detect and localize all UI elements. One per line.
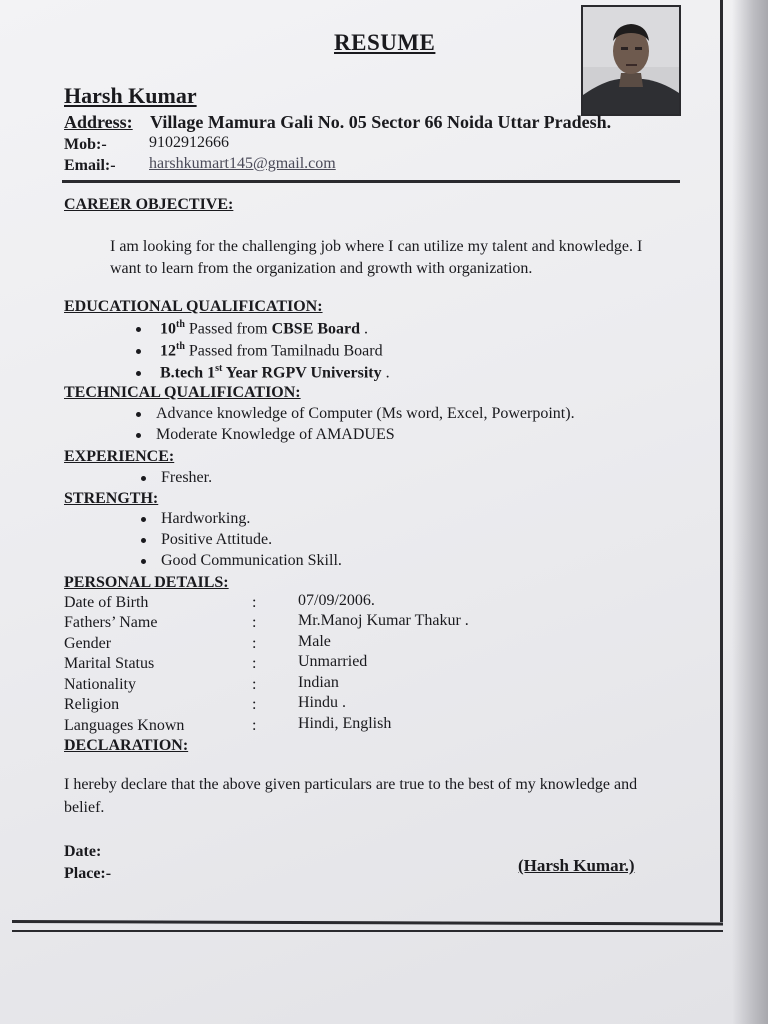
list-item: B.tech 1st Year RGPV University . xyxy=(136,363,390,382)
detail-label: Religion xyxy=(64,696,120,713)
profile-photo xyxy=(581,5,681,116)
declaration-line-2: belief. xyxy=(64,799,105,816)
detail-value: Indian xyxy=(298,674,339,691)
declaration-line-1: I hereby declare that the above given particulars are true to the best of my knowledge and xyxy=(64,776,638,793)
page-shadow xyxy=(732,0,768,1024)
detail-value: 07/09/2006. xyxy=(298,592,375,609)
list-item: Moderate Knowledge of AMADUES xyxy=(136,426,395,444)
detail-value: Hindu . xyxy=(298,694,346,711)
career-objective-line-1: I am looking for the challenging job where I can utilize my talent and knowledge. I xyxy=(110,238,643,255)
detail-separator: : xyxy=(252,655,257,672)
detail-separator: : xyxy=(252,635,257,652)
detail-label: Date of Birth xyxy=(64,594,149,611)
detail-label: Languages Known xyxy=(64,717,185,734)
career-objective-line-2: want to learn from the organization and growth with organization. xyxy=(110,260,533,277)
detail-label: Marital Status xyxy=(64,655,155,672)
mobile-label: Mob:- xyxy=(64,136,107,153)
detail-separator: : xyxy=(252,614,257,631)
mobile-value: 9102912666 xyxy=(149,134,229,151)
detail-separator: : xyxy=(252,696,257,713)
technical-heading: TECHNICAL QUALIFICATION: xyxy=(64,384,301,401)
place-label: Place:- xyxy=(64,865,112,882)
address-value: Village Mamura Gali No. 05 Sector 66 Noida Uttar Pradesh. xyxy=(150,112,612,132)
detail-separator: : xyxy=(252,676,257,693)
detail-label: Nationality xyxy=(64,676,136,693)
detail-value: Male xyxy=(298,633,331,650)
detail-value: Hindi, English xyxy=(298,715,392,732)
list-item: Hardworking. xyxy=(141,510,250,528)
email-label: Email:- xyxy=(64,157,116,174)
candidate-name: Harsh Kumar xyxy=(64,83,197,108)
date-label: Date: xyxy=(64,843,102,860)
signature-name: (Harsh Kumar.) xyxy=(518,856,635,875)
declaration-heading: DECLARATION: xyxy=(64,737,189,754)
detail-label: Gender xyxy=(64,635,112,652)
list-item: Advance knowledge of Computer (Ms word, Excel, Powerpoint). xyxy=(136,405,575,423)
list-item: Positive Attitude. xyxy=(141,531,272,549)
address-label: Address: xyxy=(64,112,133,132)
header-divider xyxy=(62,180,680,183)
career-objective-heading: CAREER OBJECTIVE: xyxy=(64,196,234,213)
education-heading: EDUCATIONAL QUALIFICATION: xyxy=(64,298,323,315)
strength-heading: STRENGTH: xyxy=(64,490,159,507)
detail-separator: : xyxy=(252,594,257,611)
page-border-bottom-outer xyxy=(12,930,723,932)
list-item: Fresher. xyxy=(141,469,212,487)
detail-label: Fathers’ Name xyxy=(64,614,158,631)
page-border-right xyxy=(720,0,723,922)
person-photo-icon xyxy=(583,7,679,114)
detail-separator: : xyxy=(252,717,257,734)
resume-title: RESUME xyxy=(334,30,436,55)
experience-heading: EXPERIENCE: xyxy=(64,448,175,465)
detail-value: Mr.Manoj Kumar Thakur . xyxy=(298,612,469,629)
personal-details-heading: PERSONAL DETAILS: xyxy=(64,574,229,591)
list-item: 12th Passed from Tamilnadu Board xyxy=(136,341,383,360)
detail-value: Unmarried xyxy=(298,653,368,670)
list-item: Good Communication Skill. xyxy=(141,552,342,570)
list-item: 10th Passed from CBSE Board . xyxy=(136,319,368,338)
email-value[interactable]: harshkumart145@gmail.com xyxy=(149,155,336,172)
